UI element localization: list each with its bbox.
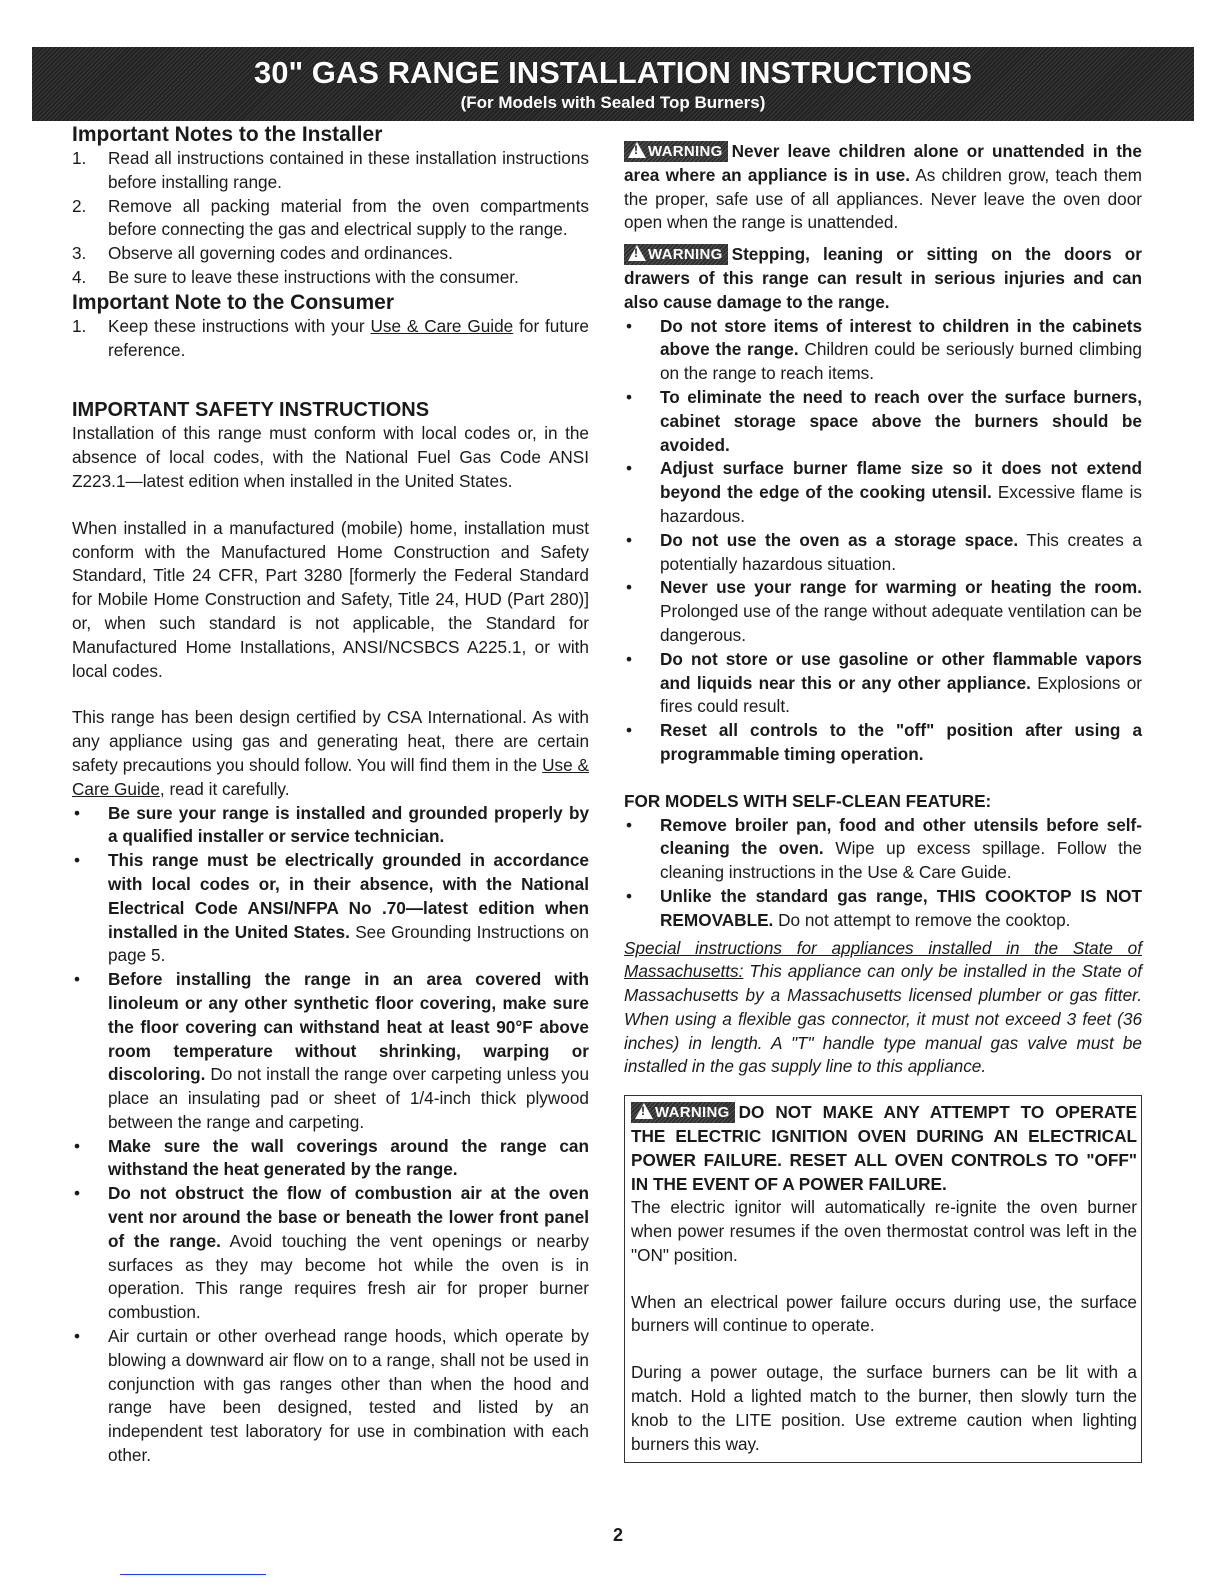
bullet-icon: •	[626, 315, 633, 336]
consumer-list	[72, 315, 589, 363]
bullet-icon: •	[626, 720, 633, 741]
list-item: • Remove broiler pan, food and other utensils before self-cleaning the oven. Wipe up excess spillage. Follow the cleaning instructions in the Use & Care Guide.	[626, 814, 1142, 883]
warning-triangle-icon	[635, 1103, 653, 1119]
csa-paragraph: This range has been design certified by CSA International. As with any appliance using gas and generating heat, there are certain safety precautions you should follow. You will find them in the Use & Care Guide, read it carefully.	[72, 707, 590, 799]
warning-triangle-icon	[628, 142, 646, 158]
self-clean-heading: FOR MODELS WITH SELF-CLEAN FEATURE:	[624, 790, 992, 811]
use-care-guide-link[interactable]: Use & Care Guide	[72, 754, 590, 799]
bullet-icon: •	[626, 458, 633, 479]
right-column	[624, 140, 1142, 1463]
page-subtitle: (For Models with Sealed Top Burners)	[460, 93, 766, 112]
installer-heading: Important Notes to the Installer	[72, 123, 383, 146]
warning-stepping: !WARNING Stepping, leaning or sitting on the doors or drawers of this range can result in serious injuries and can also cause damage to the range.	[624, 243, 1142, 314]
warning-triangle-icon	[628, 245, 646, 261]
bullet-icon: •	[626, 885, 633, 906]
use-care-guide-link[interactable]: Use & Care Guide	[370, 315, 514, 336]
installer-list	[72, 147, 589, 290]
bullet-icon: •	[74, 1135, 81, 1156]
list-item: • Be sure your range is installed and grounded properly by a qualified installer or service technician.	[74, 802, 589, 847]
left-column	[72, 122, 589, 1468]
warning-badge: !WARNING	[624, 244, 728, 265]
list-item: • Do not store or use gasoline or other flammable vapors and liquids near this or any other appliance. Explosions or fires could result.	[626, 648, 1142, 717]
bullet-icon: •	[74, 850, 81, 871]
list-item: • To eliminate the need to reach over the surface burners, cabinet storage space above the burners should be avoided.	[626, 386, 1142, 455]
list-item: • Do not use the oven as a storage space. This creates a potentially hazardous situation.	[626, 529, 1142, 574]
massachusetts-heading: Special instructions for appliances installed in the State of Massachusetts:	[624, 937, 1142, 982]
safety-bullet-list	[72, 802, 589, 1468]
bullet-icon: •	[626, 648, 633, 669]
mobile-home-paragraph: When installed in a manufactured (mobile) home, installation must conform with the Manufactured Home Construction and Safety Standard, Title 24 CFR, Part 3280 [formerly the Federal Standard for Mobile Home Construction and Safety, Title 24, HUD (Part 280)] or, when such standard is not applicable, the Standard for Manufactured Home Installations, ANSI/NCSBCS A225.1, or with local codes.	[72, 517, 589, 681]
bullet-icon: •	[74, 969, 81, 990]
consumer-heading: Important Note to the Consumer	[72, 290, 395, 314]
bullet-icon: •	[626, 386, 633, 407]
list-item: • Do not store items of interest to children in the cabinets above the range. Children could be seriously burned climbing on the range to reach items.	[626, 315, 1142, 384]
power-failure-warning-box	[624, 1095, 1142, 1463]
title-banner	[32, 47, 1194, 121]
list-item: • Make sure the wall coverings around the range can withstand the heat generated by the range.	[74, 1135, 589, 1180]
bullet-icon: •	[626, 814, 633, 835]
warning-children: !WARNING Never leave children alone or unattended in the area where an appliance is in use. As children grow, teach them the proper, safe use of all appliances. Never leave the oven door open when the range is unattended.	[624, 140, 1142, 235]
page-number: 2	[613, 1525, 624, 1545]
list-item: 1. Read all instructions contained in these installation instructions before installing range.	[72, 148, 589, 192]
list-item: • Never use your range for warming or heating the room. Prolonged use of the range without adequate ventilation can be dangerous.	[626, 577, 1142, 645]
link-underline-divider	[120, 1574, 266, 1575]
bullet-icon: •	[74, 1183, 81, 1204]
safety-paragraph: Installation of this range must conform with local codes or, in the absence of local codes, with the National Fuel Gas Code ANSI Z223.1—latest edition when installed in the United States.	[72, 423, 589, 491]
bullet-icon: •	[626, 529, 633, 550]
bullet-icon: •	[74, 1326, 81, 1347]
warning-badge: !WARNING	[631, 1102, 735, 1123]
list-item: • Reset all controls to the "off" position after using a programmable timing operation.	[626, 720, 1142, 764]
massachusetts-paragraph: Special instructions for appliances installed in the State of Massachusetts: This appliance can only be installed in the State of Massachusetts by a Massachusetts licensed plumber or gas fitter. When using a flexible gas connector, it must not exceed 3 feet (36 inches) in length. A "T" handle type manual gas valve must be installed in the gas supply line to this appliance.	[624, 937, 1142, 1077]
power-outage-paragraph: During a power outage, the surface burners can be lit with a match. Hold a lighted match to the burner, then slowly turn the knob to the LITE position. Use extreme caution when lighting burners this way.	[631, 1362, 1137, 1454]
list-item: • Unlike the standard gas range, THIS COOKTOP IS NOT REMOVABLE. Do not attempt to remove the cooktop.	[626, 885, 1142, 930]
ignitor-paragraph: The electric ignitor will automatically re-ignite the oven burner when power resumes if the oven thermostat control was left in the "ON" position.	[631, 1197, 1137, 1265]
page-title: 30" GAS RANGE INSTALLATION INSTRUCTIONS	[254, 55, 972, 90]
list-item: 2. Remove all packing material from the oven compartments before connecting the gas and electrical supply to the range.	[72, 195, 589, 240]
power-failure-warning: !WARNING DO NOT MAKE ANY ATTEMPT TO OPERATE THE ELECTRIC IGNITION OVEN DURING AN ELECTRICAL POWER FAILURE. RESET ALL OVEN CONTROLS TO "OFF" IN THE EVENT OF A POWER FAILURE.	[631, 1100, 1137, 1196]
warning-bullet-list	[624, 315, 1142, 767]
list-item: 4. Be sure to leave these instructions with the consumer.	[72, 266, 519, 287]
warning-badge: !WARNING	[624, 141, 728, 162]
bullet-icon: •	[626, 577, 633, 598]
list-item: • Air curtain or other overhead range hoods, which operate by blowing a downward air flow on to a range, shall not be used in conjunction with gas ranges other than when the hood and range have been designed, tested and listed by an independent test laboratory for use in combination with each other.	[74, 1326, 589, 1466]
list-item: • Adjust surface burner flame size so it does not extend beyond the edge of the cooking utensil. Excessive flame is hazardous.	[626, 458, 1142, 526]
self-clean-bullet-list	[624, 814, 1142, 933]
list-item: • Do not obstruct the flow of combustion air at the oven vent nor around the base or beneath the lower front panel of the range. Avoid touching the vent openings or nearby surfaces as they may become hot while the oven is in operation. This range requires fresh air for proper burner combustion.	[74, 1183, 589, 1323]
list-item: 3. Observe all governing codes and ordinances.	[72, 243, 453, 264]
list-item: • Before installing the range in an area covered with linoleum or any other synthetic floor covering, make sure the floor covering can withstand heat at least 90°F above room temperature without shrinking, warping or discoloring. Do not install the range over carpeting unless you place an insulating pad or sheet of 1/4-inch thick plywood between the range and carpeting.	[74, 969, 589, 1132]
safety-heading: IMPORTANT SAFETY INSTRUCTIONS	[72, 399, 430, 422]
bullet-icon: •	[74, 802, 81, 823]
surface-burners-paragraph: When an electrical power failure occurs during use, the surface burners will continue to operate.	[631, 1291, 1137, 1336]
list-item: • This range must be electrically grounded in accordance with local codes or, in their absence, with the National Electrical Code ANSI/NFPA No .70—latest edition when installed in the United States. See Grounding Instructions on page 5.	[74, 850, 589, 966]
list-item: 1. Keep these instructions with your Use & Care Guide for future reference.	[72, 315, 589, 360]
